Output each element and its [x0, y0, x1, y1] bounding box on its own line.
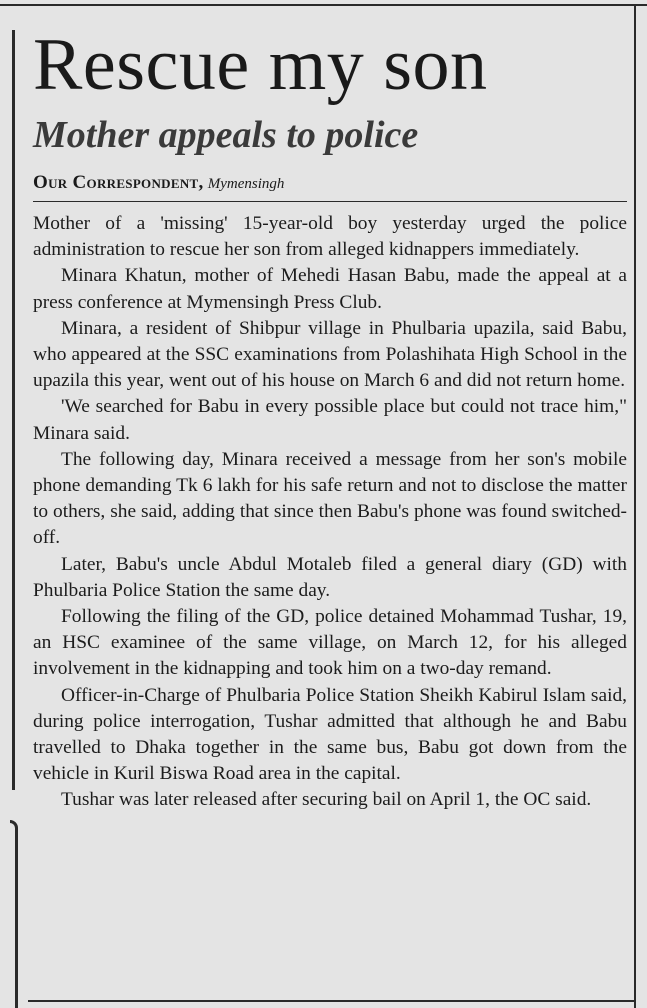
article-paragraph: Tushar was later released after securing bail on April 1, the OC said. [61, 789, 592, 811]
news-article [33, 20, 627, 814]
byline-divider [33, 201, 627, 202]
article-paragraph: Mother of a 'missing' 15-year-old boy yesterday urged the police administration to rescue her son from alleged kidnappers immediately. [33, 213, 627, 261]
article-paragraph: The following day, Minara received a message from her son's mobile phone demanding Tk 6 lakh for his safe return and not to disclose the matter to others, she said, adding that since then Babu's phone was found switched-off. [33, 448, 627, 549]
right-border-rule [634, 4, 636, 1008]
byline [33, 172, 627, 195]
article-paragraph: Minara, a resident of Shibpur village in Phulbaria upazila, said Babu, who appeared at the SSC examinations from Polashihata High School in the upazila this year, went out of his house on March 6 and did not return home. [33, 317, 627, 392]
article-paragraph: Officer-in-Charge of Phulbaria Police Station Sheikh Kabirul Islam said, during police interrogation, Tushar admitted that although he and Babu travelled to Dhaka together in the same bus, Babu got down from the vehicle in Kuril Biswa Road area in the capital. [33, 684, 627, 785]
left-column-rule [12, 30, 15, 790]
article-paragraph: Minara Khatun, mother of Mehedi Hasan Babu, made the appeal at a press conference at Mymensingh Press Club. [33, 265, 627, 313]
byline-author: Our Correspondent, [33, 172, 204, 193]
bottom-border-rule [28, 1000, 634, 1002]
headline: Rescue my son [33, 24, 488, 106]
article-paragraph: 'We searched for Babu in every possible place but could not trace him," Minara said. [33, 396, 627, 444]
left-column-box-edge [10, 820, 18, 1008]
article-paragraph: Following the filing of the GD, police detained Mohammad Tushar, 19, an HSC examinee of the same village, on March 12, for his alleged involvement in the kidnapping and took him on a two-day remand. [33, 606, 627, 680]
byline-location: Mymensingh [207, 176, 285, 192]
top-border-rule [0, 4, 647, 6]
subheadline: Mother appeals to police [33, 114, 419, 156]
article-body [33, 211, 627, 814]
article-paragraph: Later, Babu's uncle Abdul Motaleb filed a general diary (GD) with Phulbaria Police Station the same day. [33, 553, 627, 601]
